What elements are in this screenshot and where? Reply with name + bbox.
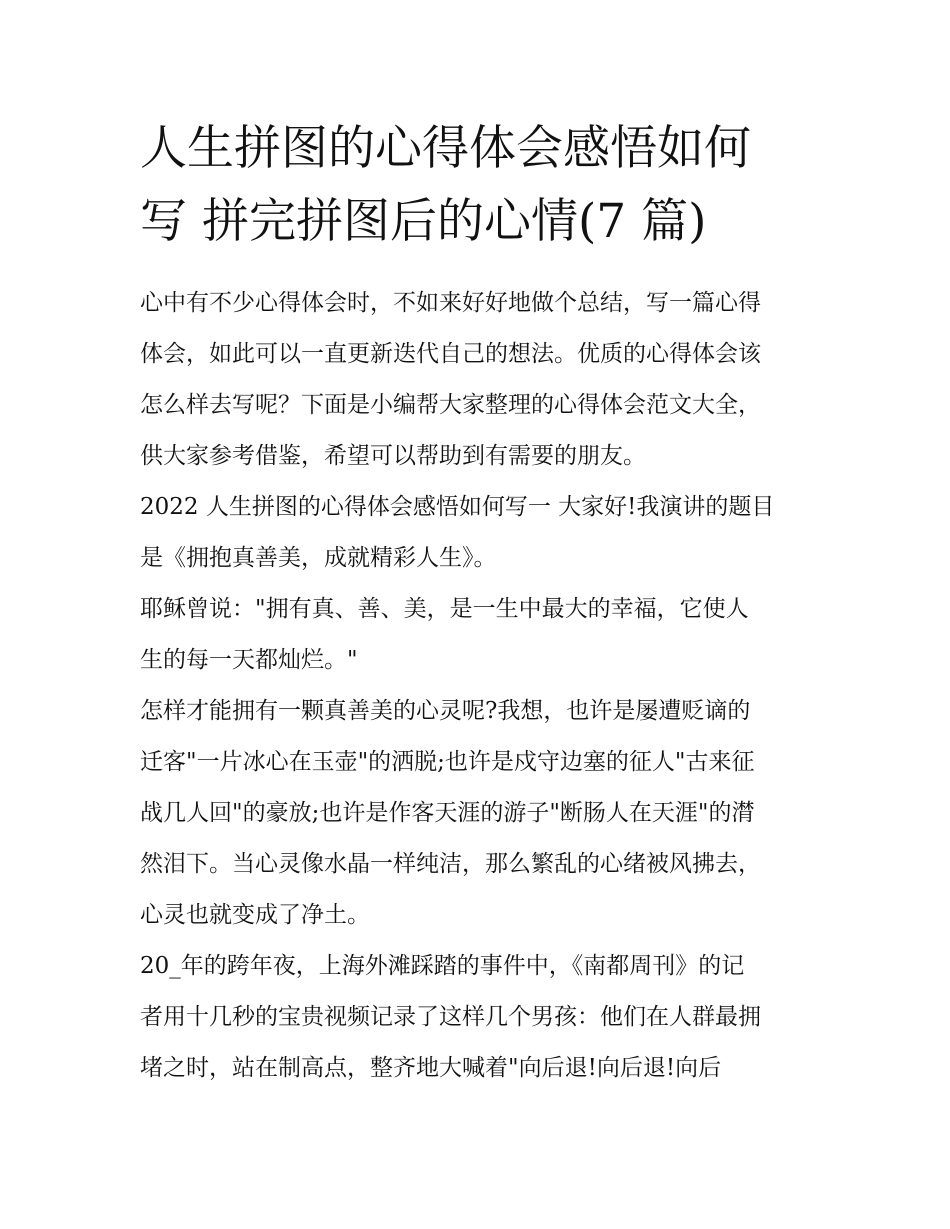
text-line: 者用十几秒的宝贵视频记录了这样几个男孩：他们在人群最拥 [140, 1004, 761, 1030]
paragraph [140, 482, 820, 584]
paragraph [140, 584, 820, 686]
text-line: 心灵也就变成了净土。 [140, 902, 370, 928]
paragraph [140, 278, 820, 482]
text-line: 战几人回"的豪放;也许是作客天涯的游子"断肠人在天涯"的潸 [140, 800, 755, 826]
text-line: 心中有不少心得体会时，不如来好好地做个总结，写一篇心得 [140, 290, 761, 316]
paragraph [140, 686, 820, 941]
text-line: 2022 人生拼图的心得体会感悟如何写一 大家好!我演讲的题目 [140, 494, 775, 520]
text-line: 是《拥抱真善美，成就精彩人生》。 [140, 545, 497, 571]
text-line: 怎么样去写呢？下面是小编帮大家整理的心得体会范文大全， [140, 392, 761, 418]
text-line: 生的每一天都灿烂。" [140, 647, 358, 673]
text-line: 供大家参考借鉴，希望可以帮助到有需要的朋友。 [140, 443, 646, 469]
document-title [140, 112, 820, 258]
document-body [140, 278, 820, 1094]
title-line: 人生拼图的心得体会感悟如何 [140, 121, 751, 176]
text-line: 迁客"一片冰心在玉壶"的洒脱;也许是戍守边塞的征人"古来征 [140, 749, 755, 775]
text-line: 20_年的跨年夜，上海外滩踩踏的事件中，《南都周刊》的记 [140, 953, 745, 979]
text-line: 堵之时，站在制高点，整齐地大喊着"向后退!向后退!向后 [140, 1055, 722, 1081]
paragraph [140, 941, 820, 1094]
title-line: 写 拼完拼图后的心情(7 篇) [140, 194, 707, 249]
text-line: 耶稣曾说："拥有真、善、美，是一生中最大的幸福，它使人 [140, 596, 749, 622]
text-line: 怎样才能拥有一颗真善美的心灵呢?我想，也许是屡遭贬谪的 [140, 698, 751, 724]
text-line: 然泪下。当心灵像水晶一样纯洁，那么繁乱的心绪被风拂去， [140, 851, 761, 877]
text-line: 体会，如此可以一直更新迭代自己的想法。优质的心得体会该 [140, 341, 761, 367]
